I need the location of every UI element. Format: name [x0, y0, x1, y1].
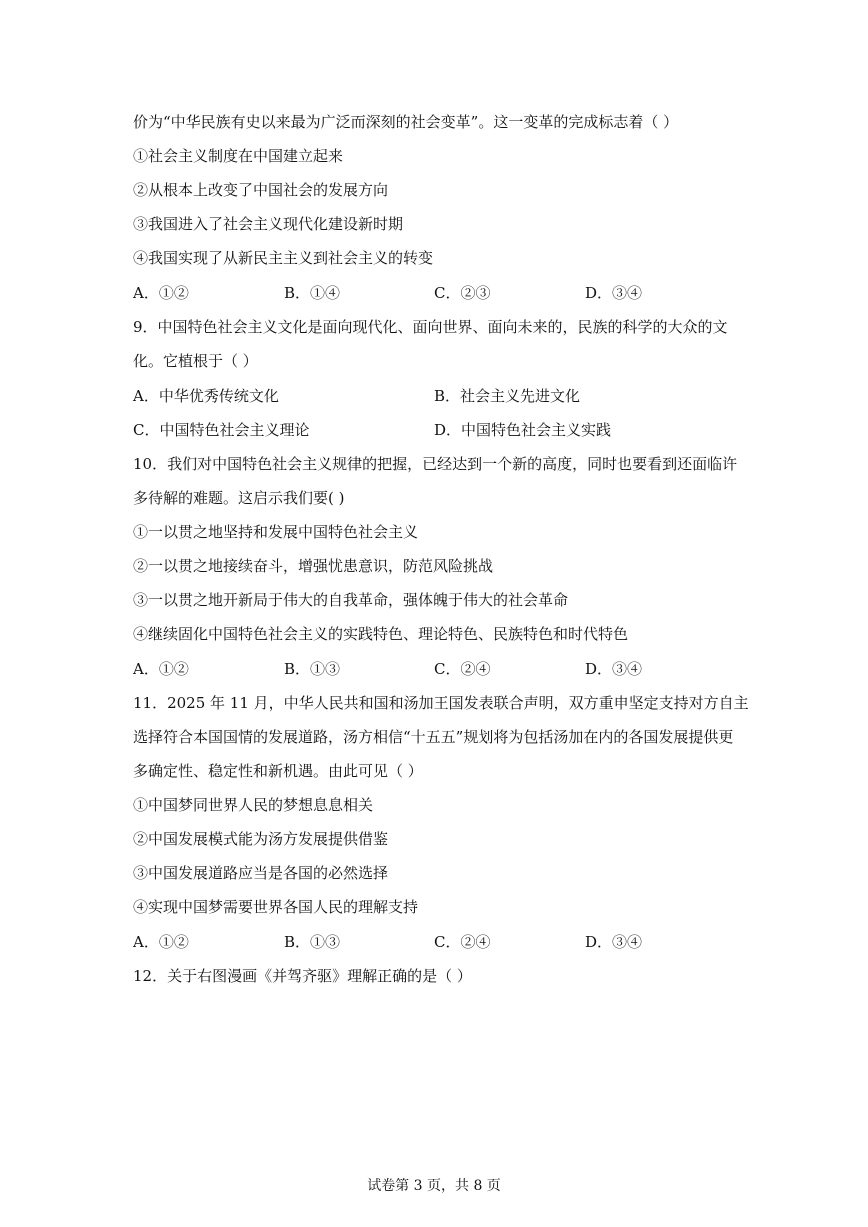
q10-option-c: C．②④: [434, 660, 491, 678]
q10-item-4: ④继续固化中国特色社会主义的实践特色、理论特色、民族特色和时代特色: [133, 625, 629, 643]
q10-stem-line-1: 10．我们对中国特色社会主义规律的把握，已经达到一个新的高度，同时也要看到还面临许: [133, 455, 738, 473]
q9-stem-line-1: 9．中国特色社会主义文化是面向现代化、面向世界、面向未来的，民族的科学的大众的文: [133, 318, 728, 336]
q9-stem-line-2: 化。它植根于（ ）: [133, 352, 258, 370]
q9-option-b: B．社会主义先进文化: [434, 387, 581, 405]
q11-item-1: ①中国梦同世界人民的梦想息息相关: [133, 796, 374, 814]
q8-option-b: B．①④: [284, 284, 341, 302]
q11-stem-line-1: 11．2025 年 11 月，中华人民共和国和汤加王国发表联合声明，双方重申坚定支持对方自主: [133, 694, 749, 712]
page-footer: 试卷第 3 页，共 8 页: [367, 1178, 501, 1194]
q8-option-a: A．①②: [133, 284, 189, 302]
q9-option-a: A．中华优秀传统文化: [133, 387, 279, 405]
q10-option-a: A．①②: [133, 660, 189, 678]
q11-item-4: ④实现中国梦需要世界各国人民的理解支持: [133, 898, 419, 916]
q12-stem: 12．关于右图漫画《并驾齐驱》理解正确的是（ ）: [133, 967, 472, 985]
q9-option-c: C．中国特色社会主义理论: [133, 421, 310, 439]
q10-stem-line-2: 多待解的难题。这启示我们要( ): [133, 489, 345, 507]
q8-item-1: ①社会主义制度在中国建立起来: [133, 147, 344, 165]
q8-item-2: ②从根本上改变了中国社会的发展方向: [133, 181, 389, 199]
q8-stem-continuation: 价为“中华民族有史以来最为广泛而深刻的社会变革”。这一变革的完成标志着（ ）: [133, 113, 679, 131]
q11-stem-line-2: 选择符合本国国情的发展道路，汤方相信“十五五”规划将为包括汤加在内的各国发展提供更: [133, 728, 734, 746]
q8-option-d: D．③④: [585, 284, 643, 302]
q10-option-d: D．③④: [585, 660, 643, 678]
q8-item-3: ③我国进入了社会主义现代化建设新时期: [133, 215, 404, 233]
q8-item-4: ④我国实现了从新民主主义到社会主义的转变: [133, 249, 434, 267]
q10-item-3: ③一以贯之地开新局于伟大的自我革命，强体魄于伟大的社会革命: [133, 591, 569, 609]
q10-item-1: ①一以贯之地坚持和发展中国特色社会主义: [133, 523, 419, 541]
q11-stem-line-3: 多确定性、稳定性和新机遇。由此可见（ ）: [133, 762, 423, 780]
q10-option-b: B．①③: [284, 660, 341, 678]
q10-item-2: ②一以贯之地接续奋斗，增强忧患意识，防范风险挑战: [133, 557, 494, 575]
q8-option-c: C．②③: [434, 284, 491, 302]
q11-option-c: C．②④: [434, 933, 491, 951]
q9-option-d: D．中国特色社会主义实践: [434, 421, 612, 439]
q11-option-d: D．③④: [585, 933, 643, 951]
q11-item-3: ③中国发展道路应当是各国的必然选择: [133, 864, 389, 882]
q11-option-b: B．①③: [284, 933, 341, 951]
q11-item-2: ②中国发展模式能为汤方发展提供借鉴: [133, 830, 389, 848]
q11-option-a: A．①②: [133, 933, 189, 951]
